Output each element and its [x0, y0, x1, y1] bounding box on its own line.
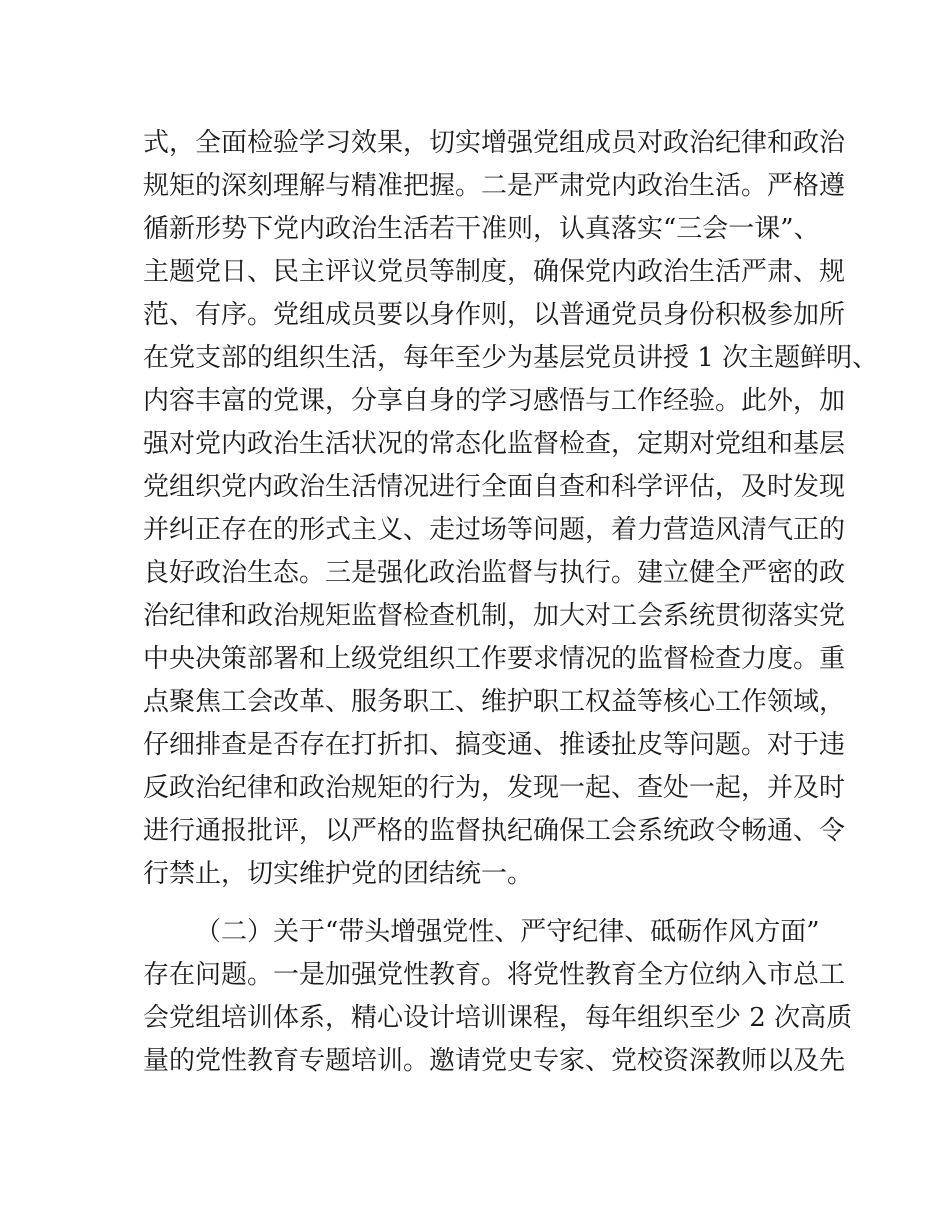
paragraph-1-line: 内容丰富的党课，分享自身的学习感悟与工作经验。此外，加 [143, 386, 846, 416]
paragraph-1-line: 式，全面检验学习效果，切实增强党组成员对政治纪律和政治 [143, 128, 846, 158]
paragraph-1-line: 并纠正存在的形式主义、走过场等问题，着力营造风清气正的 [143, 515, 846, 545]
paragraph-1-line: 循新形势下党内政治生活若干准则，认真落实“三会一课”、 [143, 214, 820, 244]
paragraph-2-line: 存在问题。一是加强党性教育。将党性教育全方位纳入市总工 [143, 960, 846, 990]
paragraph-2-line: 量的党性教育专题培训。邀请党史专家、党校资深教师以及先 [143, 1046, 846, 1076]
paragraph-1-line: 强对党内政治生活状况的常态化监督检查，定期对党组和基层 [143, 429, 846, 459]
paragraph-1-line: 在党支部的组织生活，每年至少为基层党员讲授 1 次主题鲜明、 [143, 343, 879, 373]
paragraph-2-heading-line: （二）关于“带头增强党性、严守纪律、砥砺作风方面” [195, 917, 820, 947]
paragraph-2-line: 会党组培训体系，精心设计培训课程，每年组织至少 2 次高质 [143, 1003, 853, 1033]
paragraph-1-line: 主题党日、民主评议党员等制度，确保党内政治生活严肃、规 [143, 257, 846, 287]
paragraph-1-line: 反政治纪律和政治规矩的行为，发现一起、查处一起，并及时 [143, 773, 846, 803]
paragraph-1-line: 党组织党内政治生活情况进行全面自查和科学评估，及时发现 [143, 472, 846, 502]
paragraph-1-line: 仔细排查是否存在打折扣、搞变通、推诿扯皮等问题。对于违 [143, 730, 846, 760]
paragraph-1-line: 良好政治生态。三是强化政治监督与执行。建立健全严密的政 [143, 558, 846, 588]
paragraph-1-line: 范、有序。党组成员要以身作则，以普通党员身份积极参加所 [143, 300, 846, 330]
paragraph-1-line: 中央决策部署和上级党组织工作要求情况的监督检查力度。重 [143, 644, 846, 674]
paragraph-1-line: 行禁止，切实维护党的团结统一。 [143, 859, 534, 889]
paragraph-1-line: 治纪律和政治规矩监督检查机制，加大对工会系统贯彻落实党 [143, 601, 846, 631]
paragraph-1-line: 点聚焦工会改革、服务职工、维护职工权益等核心工作领域， [143, 687, 846, 717]
paragraph-1-line: 进行通报批评，以严格的监督执纪确保工会系统政令畅通、令 [143, 816, 846, 846]
paragraph-1-line: 规矩的深刻理解与精准把握。二是严肃党内政治生活。严格遵 [143, 171, 846, 201]
